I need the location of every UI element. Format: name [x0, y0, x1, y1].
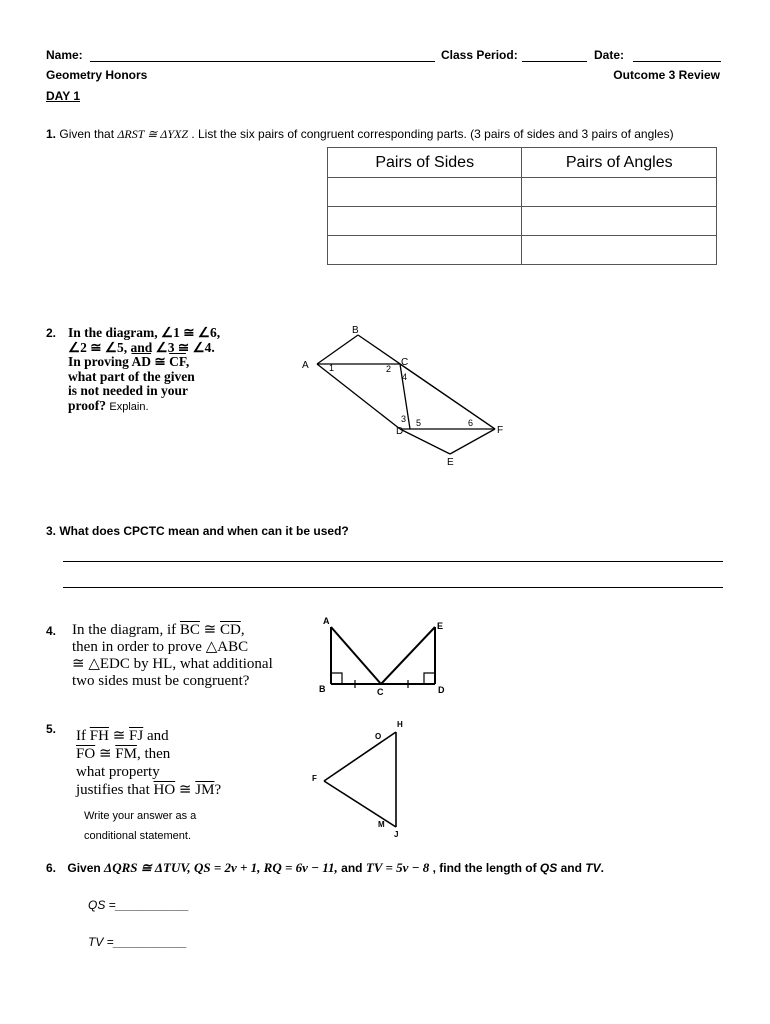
text: and — [143, 728, 169, 744]
class-period-field[interactable] — [522, 47, 587, 62]
segment-de — [400, 429, 450, 454]
label-b: B — [319, 684, 326, 694]
answer-line[interactable] — [63, 561, 723, 562]
text: ≅ — [108, 728, 130, 744]
label-j: J — [394, 830, 399, 839]
question-2-text — [68, 326, 298, 414]
question-5-note — [84, 806, 196, 846]
table-cell[interactable] — [328, 207, 522, 236]
table-cell[interactable] — [522, 236, 717, 265]
label-m: M — [378, 820, 385, 829]
text: QS — [539, 861, 558, 875]
question-2-line — [68, 355, 298, 370]
segment-fo: FO — [76, 746, 96, 762]
question-1 — [46, 127, 674, 142]
segment-ad: AD — [131, 354, 152, 369]
question-1-text-a: Given that — [59, 127, 118, 141]
parallelogram-diagram — [300, 322, 510, 472]
label-c: C — [401, 357, 409, 368]
question-5-line: what property — [76, 764, 160, 780]
question-2-line: is not needed in your — [68, 383, 189, 398]
segment-ef — [450, 429, 495, 454]
right-triangles-diagram — [315, 614, 455, 698]
answer-tv-text: TV =___________ — [88, 935, 188, 949]
segment-cd: CD — [219, 622, 241, 638]
text: and — [337, 861, 366, 875]
segment-fj: FJ — [129, 728, 144, 744]
date-label: Date: — [594, 48, 625, 62]
angle-label-6: 6 — [468, 418, 474, 428]
text: ≅ — [95, 746, 116, 762]
table-cell[interactable] — [522, 207, 717, 236]
text: If — [76, 728, 90, 744]
question-2-line — [68, 399, 298, 415]
angle-label-2: 2 — [386, 364, 392, 374]
name-label: Name: — [46, 48, 83, 62]
angle-label-3: 3 — [401, 414, 407, 424]
question-4-number: 4. — [46, 624, 57, 638]
label-h: H — [397, 720, 403, 729]
pairs-of-sides-header: Pairs of Sides — [328, 148, 522, 178]
label-f: F — [497, 425, 504, 436]
label-e: E — [447, 457, 454, 468]
question-4-text — [72, 622, 312, 690]
label-e: E — [437, 621, 444, 631]
label-f: F — [312, 774, 317, 783]
question-3-number: 3. — [46, 524, 57, 538]
label-b: B — [352, 325, 359, 336]
answer-line[interactable] — [63, 587, 723, 588]
name-field[interactable] — [90, 47, 435, 62]
segment-ab — [317, 335, 358, 364]
triangle-fhj-diagram — [308, 715, 418, 840]
question-4-line: ≅ △EDC by HL, what additional — [72, 656, 273, 672]
text: , — [240, 622, 245, 638]
table-cell[interactable] — [522, 178, 717, 207]
text: justifies that — [76, 782, 154, 798]
question-3-text: What does CPCTC mean and when can it be used? — [59, 524, 349, 538]
question-6-math1: ΔQRS ≅ ΔTUV, — [104, 860, 191, 875]
question-4-line: then in order to prove △ABC — [72, 639, 249, 655]
day-label: DAY 1 — [46, 89, 81, 103]
question-5-line — [76, 727, 296, 745]
text: TV — [585, 861, 601, 875]
question-1-math: ΔRST ≅ ΔYXZ — [117, 127, 188, 141]
text: ≅ — [175, 782, 196, 798]
question-5-line — [76, 781, 296, 799]
segment-bc: BC — [179, 622, 200, 638]
question-6 — [46, 860, 604, 876]
explain-text: Explain. — [109, 400, 149, 413]
text: , find the length of — [429, 861, 540, 875]
segment-fj — [324, 781, 396, 827]
question-4-line — [72, 622, 312, 639]
label-d: D — [396, 426, 404, 437]
note-line: conditional statement. — [84, 830, 192, 842]
label-o: O — [375, 732, 382, 741]
question-1-number: 1. — [46, 127, 57, 141]
right-angle-mark-b — [331, 673, 342, 684]
segment-cf — [400, 364, 495, 429]
question-5-text — [76, 727, 296, 799]
label-d: D — [438, 685, 445, 695]
segment-ho: HO — [153, 782, 176, 798]
label-a: A — [302, 360, 309, 371]
segment-fh — [324, 732, 396, 781]
question-6-given: Given — [67, 861, 105, 875]
pairs-of-angles-header: Pairs of Angles — [522, 148, 717, 178]
answer-qs[interactable] — [88, 898, 189, 912]
segment-fm: FM — [115, 746, 137, 762]
question-5-line — [76, 745, 296, 763]
text: , — [185, 354, 190, 369]
right-angle-mark-d — [424, 673, 435, 684]
question-1-text-b: . List the six pairs of congruent corresponding parts. (3 pairs of sides and 3 pairs of angles) — [188, 127, 674, 141]
course-title: Geometry Honors — [46, 68, 148, 82]
label-a: A — [323, 616, 330, 626]
text: proof? — [68, 397, 107, 413]
note-line: Write your answer as a — [84, 810, 197, 822]
pairs-table — [327, 147, 717, 265]
question-6-number: 6. — [46, 861, 57, 875]
question-2-number: 2. — [46, 326, 57, 340]
angle-label-1: 1 — [329, 363, 335, 373]
text: ≅ — [199, 622, 220, 638]
segment-fh: FH — [89, 728, 109, 744]
text: In proving — [68, 354, 132, 369]
text: and — [557, 861, 586, 875]
label-c: C — [377, 687, 384, 697]
text: . — [600, 861, 604, 875]
question-2-line: In the diagram, ∠1 ≅ ∠6, — [68, 325, 221, 340]
text: , then — [136, 746, 171, 762]
question-3 — [46, 524, 349, 538]
review-title: Outcome 3 Review — [613, 68, 720, 82]
segment-jm: JM — [195, 782, 215, 798]
angle-label-4: 4 — [402, 372, 408, 382]
table-cell[interactable] — [328, 178, 522, 207]
angle-label-5: 5 — [416, 418, 422, 428]
segment-ce — [381, 627, 435, 684]
question-4-line: two sides must be congruent? — [72, 673, 250, 689]
segment-cf: CF — [169, 354, 186, 369]
text: ? — [214, 782, 222, 798]
text: In the diagram, if — [72, 622, 180, 638]
question-6-math3: TV = 5v − 8 — [365, 860, 430, 875]
question-5-number: 5. — [46, 722, 57, 736]
table-cell[interactable] — [328, 236, 522, 265]
segment-ac — [331, 627, 381, 684]
question-2-line: what part of the given — [68, 368, 195, 384]
text: ≅ — [151, 354, 170, 369]
question-6-math2: QS = 2v + 1, RQ = 6v − 11, — [193, 860, 338, 875]
date-field[interactable] — [633, 47, 721, 62]
answer-qs-text: QS =___________ — [88, 898, 190, 912]
class-period-label: Class Period: — [441, 48, 518, 62]
question-2-line: ∠2 ≅ ∠5, and ∠3 ≅ ∠4. — [68, 339, 215, 355]
answer-tv[interactable] — [88, 935, 187, 949]
